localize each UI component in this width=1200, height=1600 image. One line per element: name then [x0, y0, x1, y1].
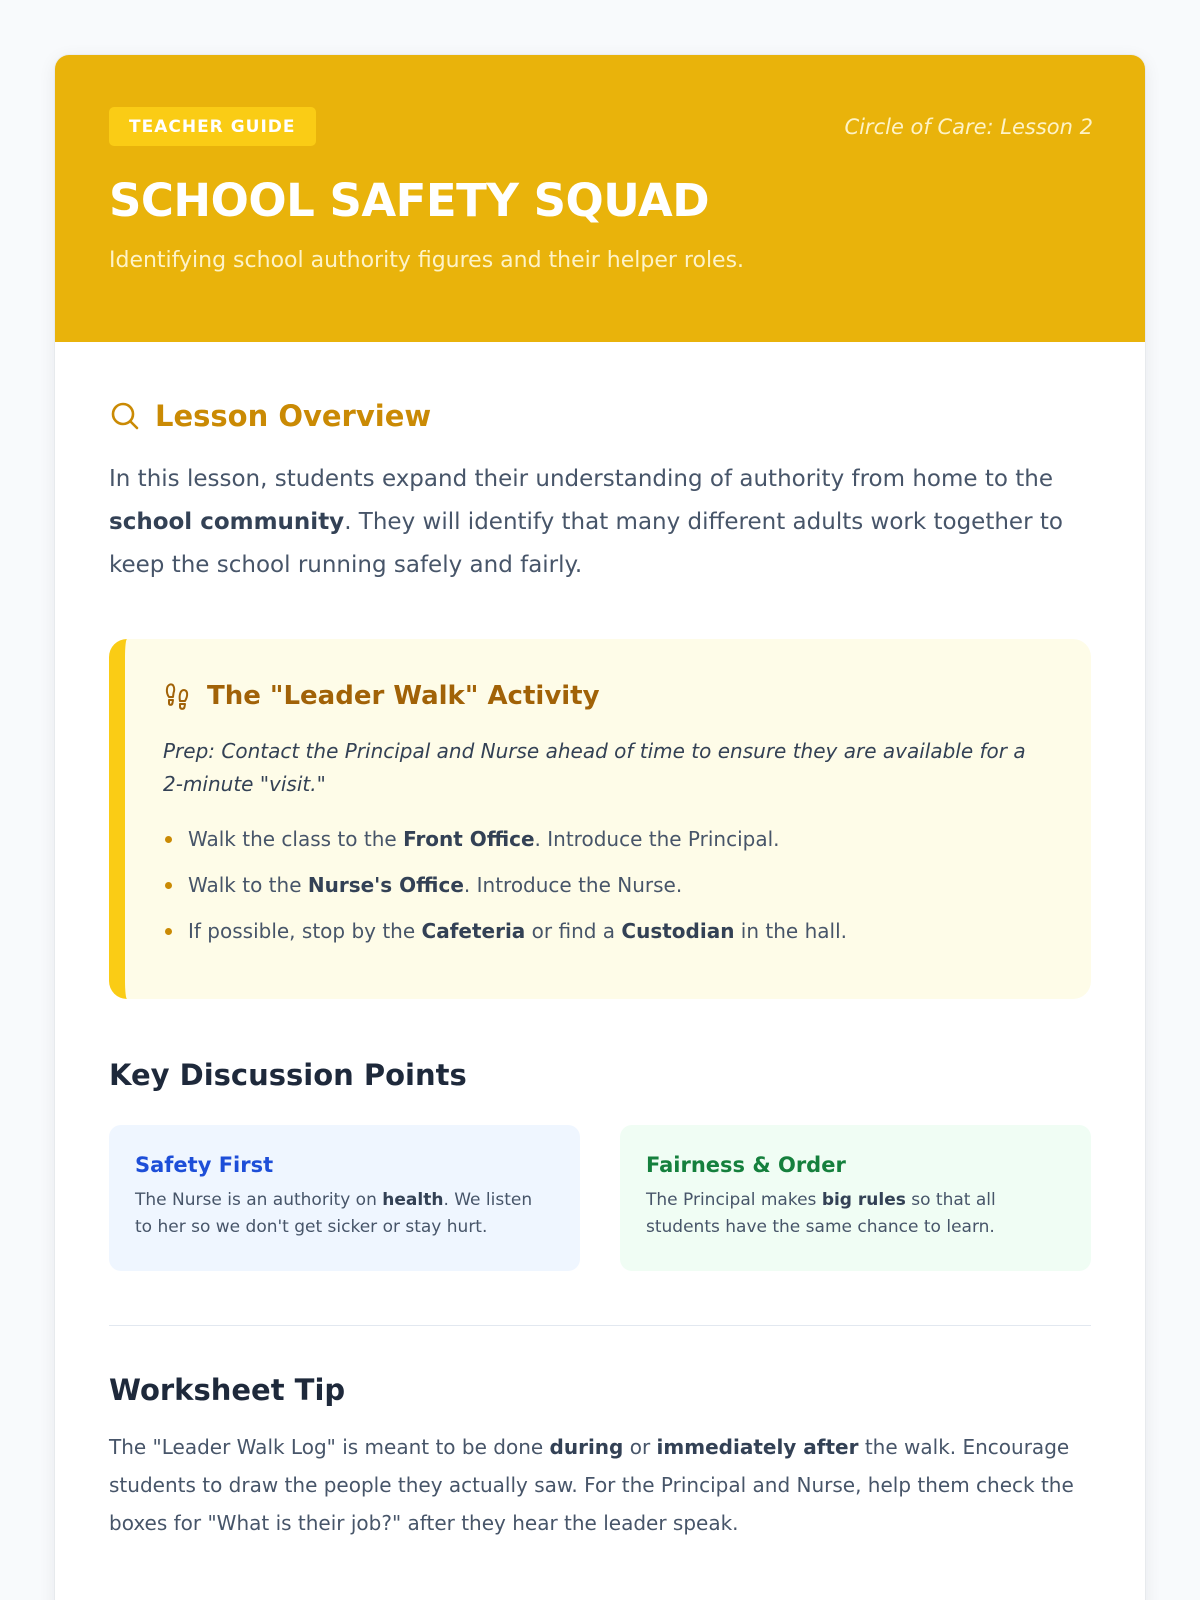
text-segment: so that all students have the same chance to learn.: [646, 1190, 996, 1237]
activity-prep-note: Prep: Contact the Principal and Nurse ahead of time to ensure they are available for a 2-minute "visit.": [163, 739, 1026, 796]
page-subtitle: Identifying school authority figures and their helper roles.: [109, 248, 745, 273]
text-segment: . They will identify that many different adults work together to keep the school running safely and fairly.: [109, 509, 1063, 578]
footprints-icon: [163, 681, 193, 711]
lesson-body: [55, 342, 1145, 1542]
emphasis-text: Custodian: [621, 919, 735, 943]
emphasis-text: Nurse's Office: [307, 873, 464, 897]
emphasis-text: Front Office: [403, 827, 535, 851]
bullet-icon: [165, 882, 172, 889]
emphasis-text: Cafeteria: [421, 919, 526, 943]
emphasis-text: immediately after: [656, 1435, 859, 1459]
text-segment: The "Leader Walk Log" is meant to be done: [109, 1435, 550, 1459]
activity-heading-label: The "Leader Walk" Activity: [207, 681, 600, 711]
lesson-reference: Circle of Care: Lesson 2: [844, 115, 1093, 139]
discussion-point-title: Safety First: [135, 1153, 274, 1177]
text-segment: If possible, stop by the: [188, 919, 422, 943]
emphasis-text: health: [382, 1190, 444, 1210]
walk-step: [163, 917, 1047, 945]
text-segment: the walk. Encourage students to draw the people they actually saw. For the Principal and Nurse, help them check the boxes for "What is their job?" after they hear the leader speak.: [109, 1435, 1074, 1535]
text-segment: The Nurse is an authority on: [135, 1190, 383, 1210]
discussion-heading: Key Discussion Points: [109, 1058, 467, 1092]
text-segment: In this lesson, students expand their understanding of authority from home to the: [109, 466, 1053, 492]
text-segment: . Introduce the Principal.: [534, 827, 780, 851]
walk-step-text: [188, 873, 682, 897]
section-divider: [109, 1325, 1091, 1326]
page-title: SCHOOL SAFETY SQUAD: [109, 174, 710, 227]
discussion-point-text: [646, 1187, 1065, 1241]
text-segment: Walk to the: [188, 873, 308, 897]
walk-step: [163, 871, 1047, 899]
discussion-point-fairness: [620, 1125, 1091, 1271]
emphasis-text: school community: [109, 509, 345, 535]
walk-step-text: [188, 827, 780, 851]
lesson-header: [55, 55, 1145, 342]
worksheet-tip-heading: Worksheet Tip: [109, 1373, 346, 1407]
overview-heading-label: Lesson Overview: [155, 399, 432, 433]
discussion-points: [109, 1125, 1091, 1271]
text-segment: Walk the class to the: [188, 827, 404, 851]
emphasis-text: big rules: [821, 1190, 906, 1210]
discussion-point-text: [135, 1187, 554, 1241]
bullet-icon: [165, 836, 172, 843]
text-segment: or: [623, 1435, 657, 1459]
walk-step: [163, 825, 1047, 853]
emphasis-text: during: [549, 1435, 624, 1459]
activity-heading: [163, 679, 1047, 713]
text-segment: . We listen to her so we don't get sicker or stay hurt.: [135, 1190, 533, 1237]
overview-heading: [109, 398, 1091, 434]
lesson-card: [55, 55, 1145, 1600]
teacher-guide-badge: TEACHER GUIDE: [109, 107, 316, 146]
discussion-point-title: Fairness & Order: [646, 1153, 846, 1177]
walk-steps-list: [163, 825, 1047, 945]
bullet-icon: [165, 928, 172, 935]
walk-step-text: [188, 919, 847, 943]
text-segment: . Introduce the Nurse.: [463, 873, 683, 897]
text-segment: in the hall.: [734, 919, 847, 943]
text-segment: or find a: [525, 919, 622, 943]
leader-walk-activity: [109, 639, 1091, 999]
text-segment: The Principal makes: [646, 1190, 822, 1210]
overview-text: [109, 458, 1091, 587]
search-icon: [109, 400, 141, 432]
worksheet-tip-text: [109, 1428, 1091, 1542]
discussion-point-safety: [109, 1125, 580, 1271]
